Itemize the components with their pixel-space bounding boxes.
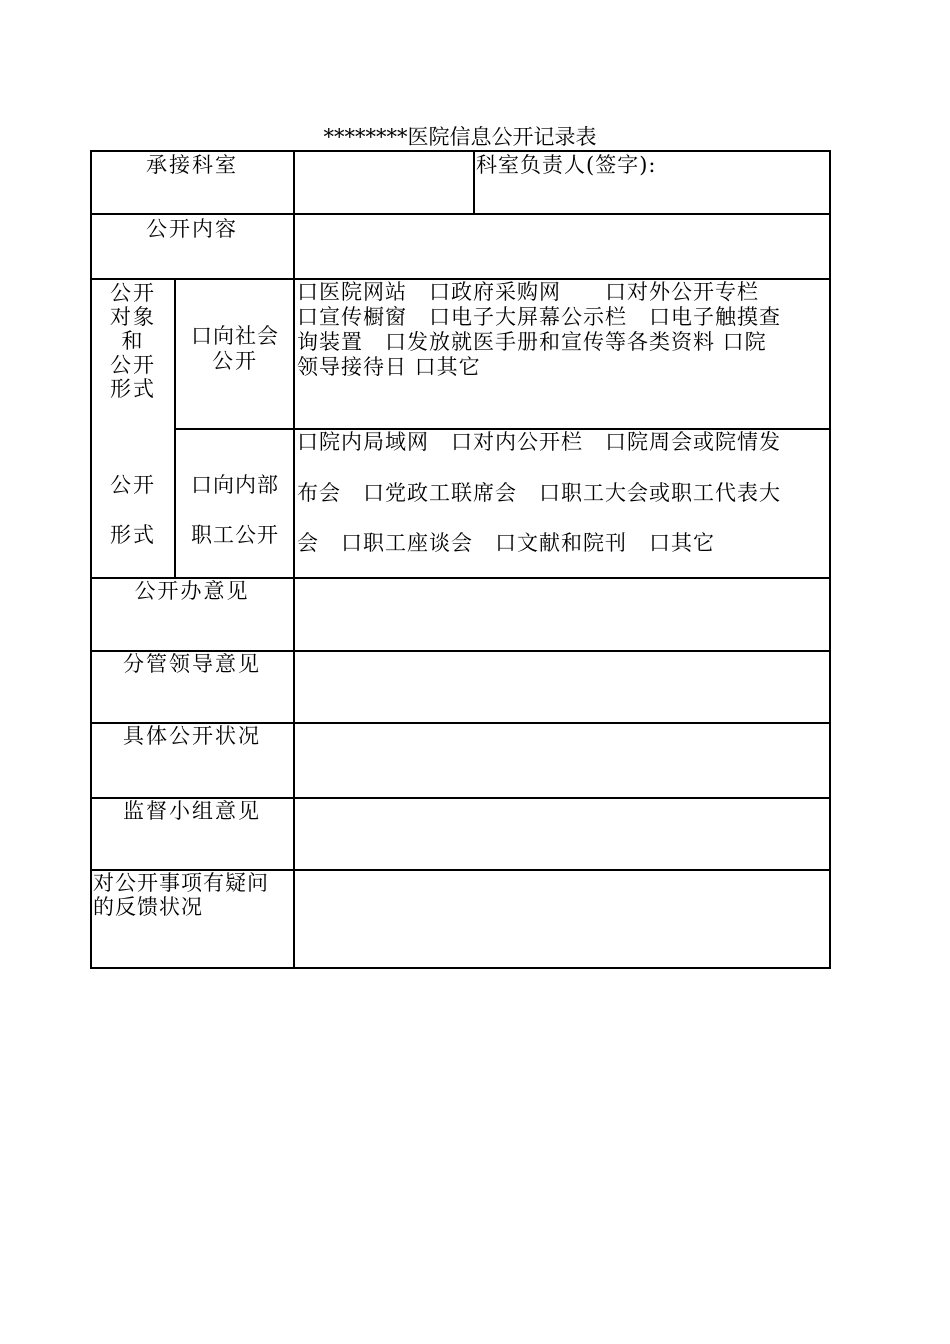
leader-opinion-label: 分管领导意见	[123, 652, 261, 676]
feedback-field[interactable]	[296, 872, 828, 965]
receiving-dept-label: 承接科室	[146, 153, 238, 177]
content-field[interactable]	[296, 216, 828, 276]
target-form-label-3: 和	[121, 329, 145, 353]
status-field[interactable]	[296, 725, 828, 795]
page-title: ********医院信息公开记录表	[323, 125, 597, 149]
status-label: 具体公开状况	[123, 724, 261, 748]
public-option-line[interactable]: 口宣传橱窗 口电子大屏幕公示栏 口电子触摸查	[297, 305, 781, 329]
table-border-left	[90, 150, 92, 969]
column-divider	[473, 150, 475, 215]
table-border-right	[829, 150, 831, 969]
internal-option-line[interactable]: 布会 口党政工联席会 口职工大会或职工代表大	[297, 481, 781, 505]
row-divider	[90, 213, 831, 215]
internal-option-line[interactable]: 会 口职工座谈会 口文献和院刊 口其它	[297, 531, 715, 555]
target-form-label-4: 公开	[110, 353, 156, 377]
leader-opinion-field[interactable]	[296, 653, 828, 720]
column-divider	[174, 278, 176, 579]
internal-checkbox-label-2: 职工公开	[191, 523, 279, 547]
record-form-table	[90, 150, 831, 969]
public-option-line[interactable]: 口医院网站 口政府采购网 口对外公开专栏	[297, 280, 759, 304]
office-opinion-field[interactable]	[296, 580, 828, 648]
office-opinion-label: 公开办意见	[134, 579, 250, 603]
content-label: 公开内容	[146, 217, 238, 241]
supervision-label: 监督小组意见	[123, 799, 261, 823]
internal-option-line[interactable]: 口院内局域网 口对内公开栏 口院周会或院情发	[297, 430, 781, 454]
target-form-label-1: 公开	[110, 281, 156, 305]
public-checkbox-label-1[interactable]: 口向社会	[191, 324, 279, 348]
internal-checkbox-label-1[interactable]: 口向内部	[191, 473, 279, 497]
receiving-dept-field[interactable]	[296, 152, 472, 212]
target-form-label-2: 对象	[110, 305, 156, 329]
dept-head-signature-field[interactable]: 科室负责人(签字):	[476, 153, 657, 177]
lower-form-label-2: 形式	[110, 523, 156, 547]
table-border-bottom	[90, 967, 831, 969]
public-option-line[interactable]: 询装置 口发放就医手册和宣传等各类资料 口院	[297, 330, 767, 354]
lower-form-label-1: 公开	[110, 473, 156, 497]
column-divider	[293, 150, 295, 969]
supervision-field[interactable]	[296, 800, 828, 867]
feedback-label-2: 的反馈状况	[93, 895, 203, 919]
feedback-label-1: 对公开事项有疑问	[93, 871, 269, 895]
public-checkbox-label-2: 公开	[212, 349, 258, 373]
public-option-line[interactable]: 领导接待日 口其它	[297, 355, 481, 379]
target-form-label-5: 形式	[110, 377, 156, 401]
